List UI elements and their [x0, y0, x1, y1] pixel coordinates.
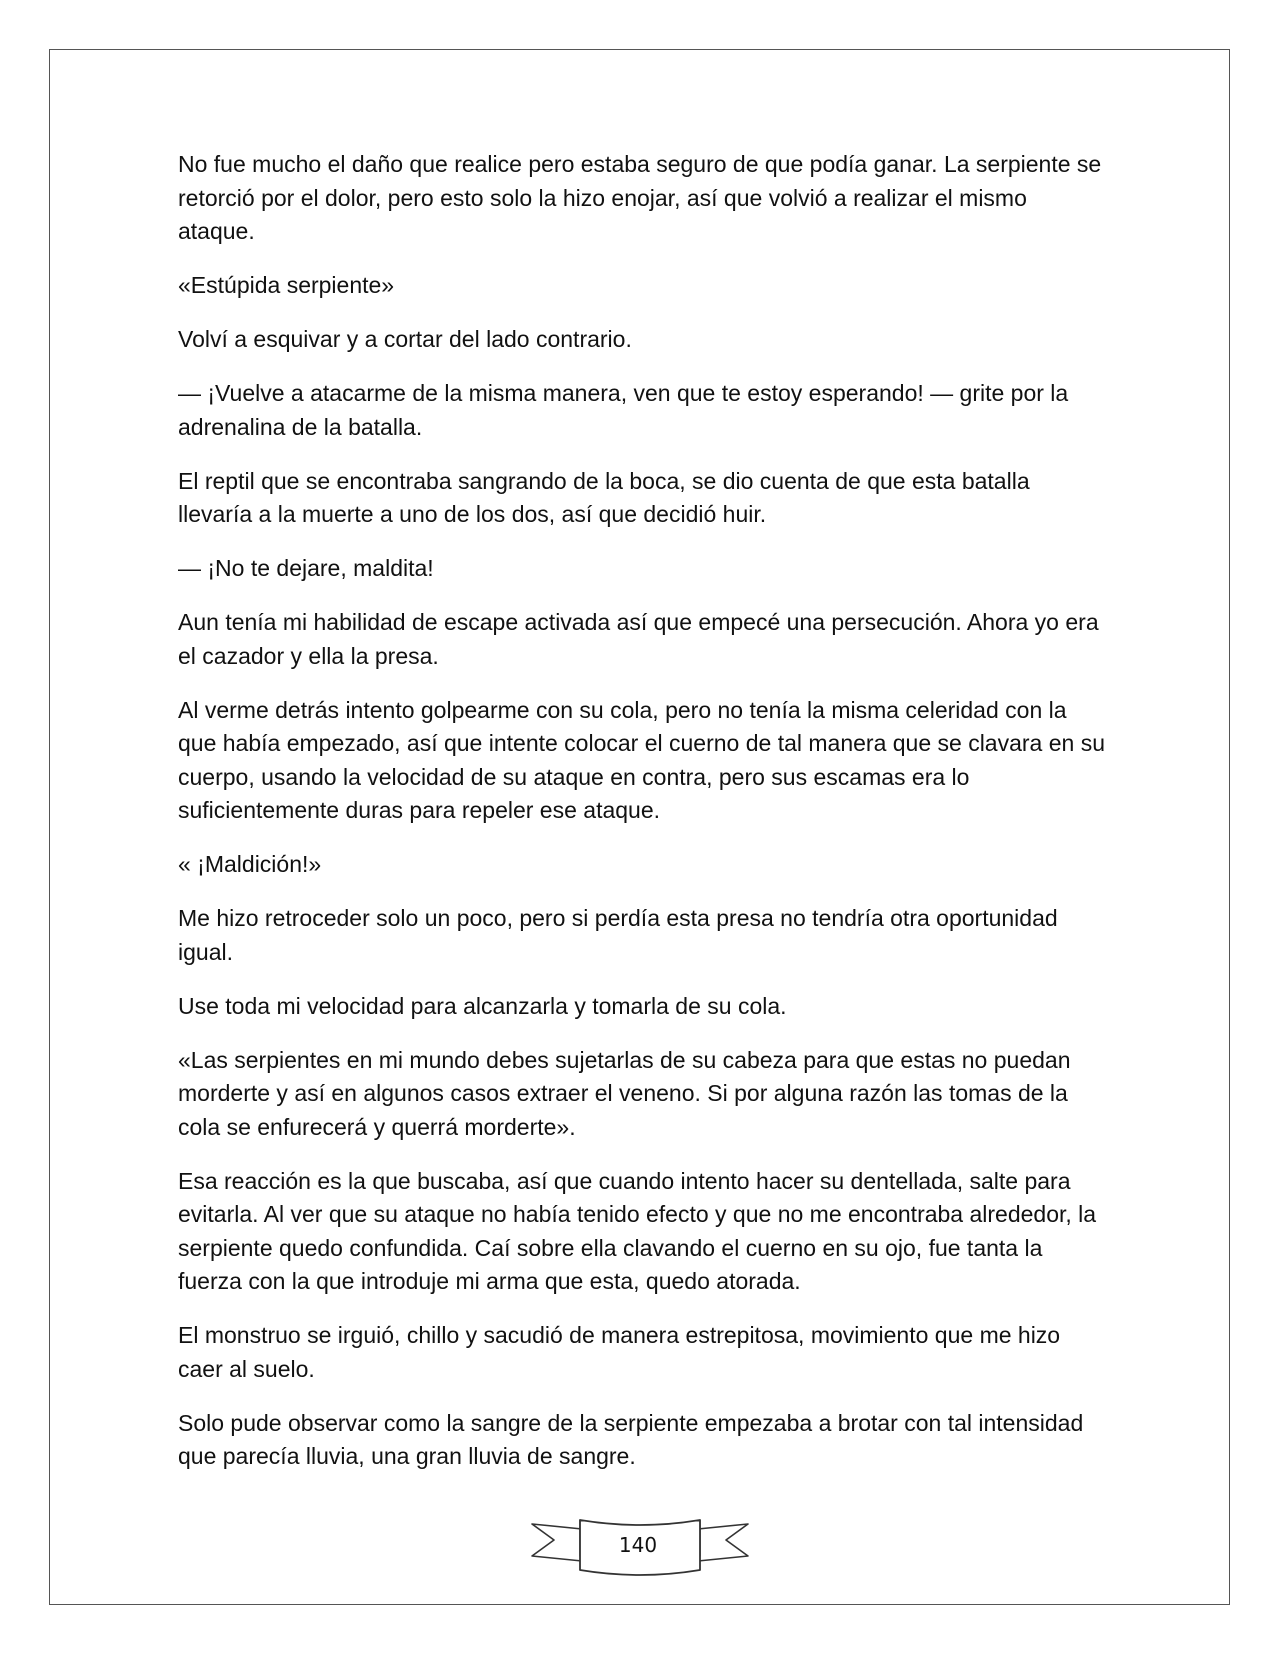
paragraph: Al verme detrás intento golpearme con su cola, pero no tenía la misma celeridad con la que había empezado, así que intente colocar el cuerno de tal manera que se clavara en su cuerpo, usando la velocidad de su ataque en contra, pero sus escamas era lo suficientemente duras para repeler ese ataque.	[178, 696, 1105, 823]
paragraph: Esa reacción es la que buscaba, así que cuando intento hacer su dentellada, salte para evitarla. Al ver que su ataque no había tenido efecto y que no me encontraba alrededor, la serpiente quedo confundida. Caí sobre ella clavando el cuerno en su ojo, fue tanta la fuerza con la que introduje mi arma que esta, quedo atorada.	[178, 1167, 1097, 1294]
paragraph: Volví a esquivar y a cortar del lado contrario.	[178, 326, 632, 352]
body-text	[178, 148, 1108, 1494]
paragraph: «Las serpientes en mi mundo debes sujetarlas de su cabeza para que estas no puedan morderte y así en algunos casos extraer el veneno. Si por alguna razón las tomas de la cola se enfurecerá y querrá morderte».	[178, 1046, 1071, 1140]
paragraph: Use toda mi velocidad para alcanzarla y tomarla de su cola.	[178, 992, 787, 1019]
paragraph: No fue mucho el daño que realice pero estaba seguro de que podía ganar. La serpiente se retorció por el dolor, pero esto solo la hizo enojar, así que volvió a realizar el mismo ataque.	[178, 151, 1102, 244]
paragraph: — ¡No te dejare, maldita!	[178, 555, 434, 581]
paragraph: El monstruo se irguió, chillo y sacudió de manera estrepitosa, movimiento que me hizo caer al suelo.	[178, 1322, 1061, 1382]
paragraph: «Estúpida serpiente»	[178, 272, 395, 298]
paragraph: El reptil que se encontraba sangrando de la boca, se dio cuenta de que esta batalla llevaría a la muerte a uno de los dos, así que decidió huir.	[178, 467, 1030, 527]
paragraph: Solo pude observar como la sangre de la serpiente empezaba a brotar con tal intensidad que parecía lluvia, una gran lluvia de sangre.	[178, 1409, 1084, 1469]
page-number-ribbon	[530, 1512, 750, 1588]
paragraph: — ¡Vuelve a atacarme de la misma manera, ven que te estoy esperando! — grite por la adrenalina de la batalla.	[178, 380, 1069, 440]
page-number: 140	[618, 1533, 658, 1557]
paragraph: Aun tenía mi habilidad de escape activada así que empecé una persecución. Ahora yo era el cazador y ella la presa.	[178, 609, 1099, 669]
paragraph: « ¡Maldición!»	[178, 851, 322, 877]
paragraph: Me hizo retroceder solo un poco, pero si perdía esta presa no tendría otra oportunidad igual.	[178, 905, 1058, 965]
